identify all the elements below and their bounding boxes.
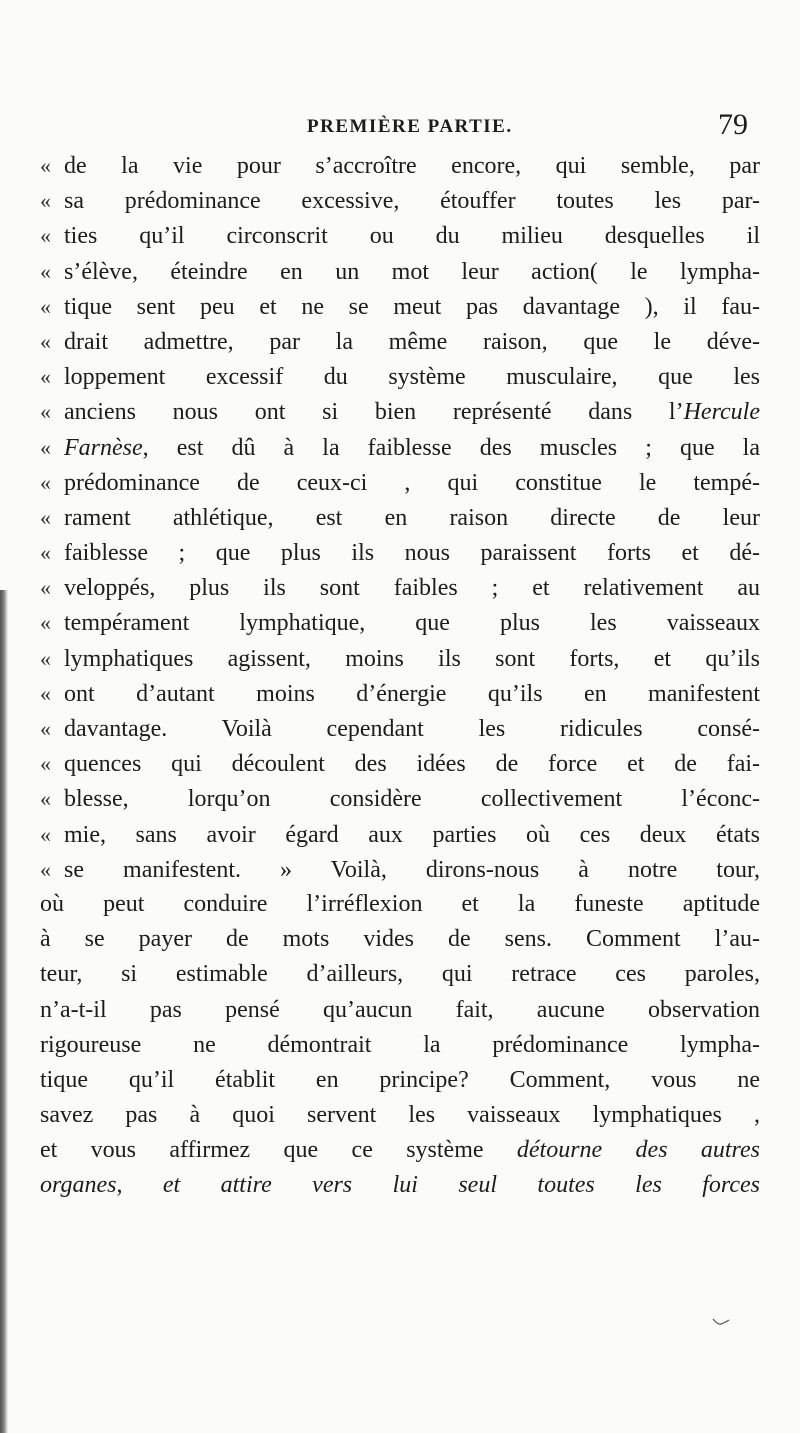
line-text	[64, 642, 760, 677]
page-header	[0, 106, 800, 146]
quote-mark: «	[40, 856, 51, 882]
text-line	[40, 500, 760, 535]
text-line	[40, 1063, 760, 1098]
body-text	[40, 148, 760, 1204]
line-text	[64, 818, 760, 853]
line-text	[64, 360, 760, 395]
plain-text: prédominance de ceux-ci , qui constitue le tempé-	[64, 469, 760, 496]
quote-mark: «	[40, 716, 51, 741]
text-line	[40, 781, 760, 816]
text-line	[40, 993, 760, 1028]
text-line	[40, 359, 760, 394]
line-text	[40, 922, 760, 957]
quote-mark: «	[40, 540, 51, 566]
text-line	[40, 148, 760, 183]
quote-mark: «	[40, 223, 51, 249]
quote-mark: «	[40, 188, 51, 214]
plain-text: n’a-t-il pas pensé qu’aucun fait, aucune observation	[40, 996, 760, 1023]
line-text	[40, 1133, 760, 1168]
text-line	[40, 394, 760, 429]
quote-mark: «	[40, 258, 51, 284]
text-line	[40, 254, 760, 289]
line-text	[64, 677, 760, 712]
text-line	[40, 1168, 760, 1203]
plain-text: ,	[116, 1172, 163, 1199]
line-text	[64, 219, 760, 254]
plain-text: loppement excessif du système musculaire, que les	[64, 364, 760, 391]
text-line	[40, 887, 760, 922]
quote-mark: «	[40, 645, 51, 671]
quote-mark: «	[40, 575, 51, 601]
text-line	[40, 711, 760, 746]
line-text	[64, 290, 760, 325]
quote-mark: «	[40, 399, 51, 425]
line-text	[64, 712, 760, 747]
quote-mark: «	[40, 293, 51, 319]
plain-text: s’élève, éteindre en un mot leur action( le lympha-	[64, 258, 760, 285]
line-text	[64, 255, 760, 290]
plain-text: blesse, lorqu’on considère collectivement l’éconc-	[64, 786, 760, 813]
text-line	[40, 430, 760, 465]
italic-text: Hercule	[683, 399, 760, 426]
text-line	[40, 746, 760, 781]
plain-text: et vous affirmez que ce système	[40, 1137, 517, 1164]
plain-text: faiblesse ; que plus ils nous paraissent forts et dé-	[64, 540, 760, 567]
line-text	[40, 1028, 760, 1063]
italic-text: Farnèse	[64, 434, 143, 461]
plain-text: quences qui découlent des idées de force et de fai-	[64, 751, 760, 778]
quote-mark: «	[40, 328, 51, 354]
text-line	[40, 218, 760, 253]
text-line	[40, 465, 760, 500]
page-binding-shadow	[0, 590, 8, 1433]
plain-text: savez pas à quoi servent les vaisseaux lymphatiques ,	[40, 1102, 760, 1129]
plain-text: où peut conduire l’irréflexion et la funeste aptitude	[40, 890, 760, 917]
plain-text: sa prédominance excessive, étouffer toutes les par-	[64, 188, 760, 215]
line-text	[64, 747, 760, 782]
plain-text: se manifestent. » Voilà, dirons-nous à notre tour,	[64, 856, 760, 883]
line-text	[64, 782, 760, 817]
text-line	[40, 852, 760, 887]
plain-text: de la vie pour s’accroître encore, qui semble, par	[64, 153, 760, 179]
line-text	[64, 395, 760, 430]
line-text	[40, 887, 760, 922]
plain-text: teur, si estimable d’ailleurs, qui retrace ces paroles,	[40, 961, 760, 988]
quote-mark: «	[40, 153, 51, 178]
line-text	[40, 1098, 760, 1133]
text-line	[40, 676, 760, 711]
line-text	[40, 1063, 760, 1098]
running-head: PREMIÈRE PARTIE.	[307, 116, 513, 137]
plain-text: drait admettre, par la même raison, que le déve-	[64, 328, 760, 355]
text-line	[40, 817, 760, 852]
line-text	[64, 149, 760, 184]
quote-mark: «	[40, 364, 51, 390]
italic-text: détourne des autres	[516, 1137, 760, 1164]
line-text	[64, 466, 760, 501]
page-number: 79	[718, 108, 748, 141]
quote-mark: «	[40, 680, 51, 706]
text-line	[40, 1133, 760, 1168]
text-line	[40, 922, 760, 957]
plain-text: , est dû à la faiblesse des muscles ; que la	[142, 434, 760, 461]
plain-text: veloppés, plus ils sont faibles ; et relativement au	[64, 575, 760, 602]
line-text	[64, 325, 760, 360]
text-line	[40, 570, 760, 605]
plain-text: lymphatiques agissent, moins ils sont forts, et qu’ils	[64, 645, 760, 672]
plain-text: rigoureuse ne démontrait la prédominance lympha-	[40, 1031, 760, 1058]
text-line	[40, 183, 760, 218]
text-line	[40, 605, 760, 640]
line-text	[64, 571, 760, 606]
line-text	[64, 606, 760, 641]
plain-text: ont d’autant moins d’énergie qu’ils en manifestent	[64, 680, 760, 707]
plain-text: à se payer de mots vides de sens. Comment l’au-	[40, 926, 760, 953]
line-text	[64, 536, 760, 571]
quote-mark: «	[40, 504, 51, 530]
plain-text: mie, sans avoir égard aux parties où ces deux états	[64, 821, 760, 848]
text-line	[40, 324, 760, 359]
quote-mark: «	[40, 821, 51, 847]
italic-text: et attire vers lui seul toutes les forces	[162, 1172, 761, 1199]
line-text	[40, 957, 760, 992]
text-line	[40, 535, 760, 570]
line-text	[64, 501, 760, 536]
line-text	[64, 184, 760, 219]
plain-text: tempérament lymphatique, que plus les vaisseaux	[64, 610, 760, 637]
plain-text: davantage. Voilà cependant les ridicules consé-	[64, 716, 760, 742]
quote-mark: «	[40, 751, 51, 777]
plain-text: anciens nous ont si bien représenté dans l’	[64, 399, 684, 426]
quote-mark: «	[40, 469, 51, 495]
italic-text: organes	[40, 1172, 117, 1199]
line-text	[64, 431, 760, 466]
line-text	[40, 993, 760, 1028]
text-line	[40, 289, 760, 324]
text-line	[40, 641, 760, 676]
plain-text: tique qu’il établit en principe? Comment, vous ne	[40, 1066, 760, 1093]
text-line	[40, 1028, 760, 1063]
plain-text: ties qu’il circonscrit ou du milieu desquelles il	[64, 223, 760, 250]
plain-text: rament athlétique, est en raison directe de leur	[64, 504, 760, 531]
text-line	[40, 1098, 760, 1133]
line-text	[64, 853, 760, 888]
plain-text: tique sent peu et ne se meut pas davantage ), il fau-	[64, 293, 760, 320]
quote-mark: «	[40, 610, 51, 636]
ink-mark-icon	[712, 1318, 730, 1326]
text-line	[40, 957, 760, 992]
quote-mark: «	[40, 786, 51, 812]
line-text	[40, 1168, 760, 1203]
quote-mark: «	[40, 434, 51, 460]
